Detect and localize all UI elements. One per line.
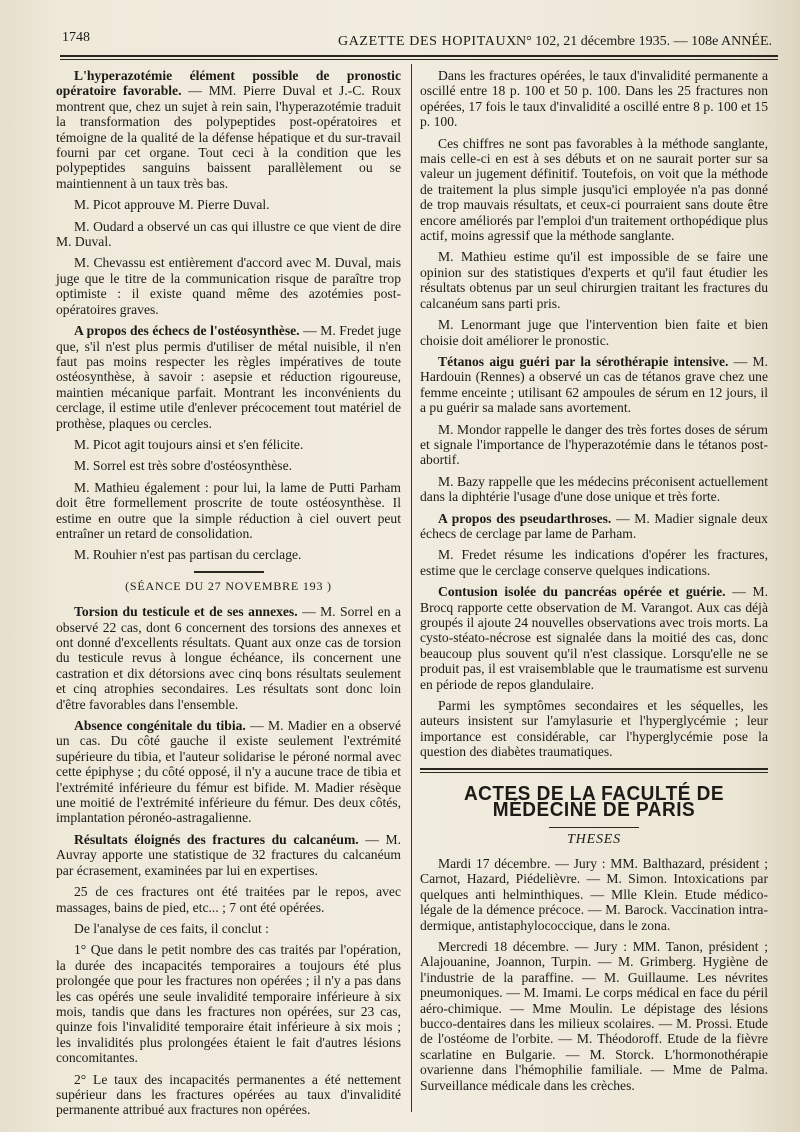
paragraph: M. Sorrel est très sobre d'ostéosynthèse. — [74, 458, 293, 474]
paragraph: — M. Hardouin (Rennes) a observé un cas de tétanos grave chez une femme enceinte ; utilisant 62 ampoules de sérum en 12 jours, il a pu guérir sa malade sans avortement. — [420, 353, 768, 416]
right-column — [420, 68, 768, 1099]
issue-info: N° 102, 21 décembre 1935. — 108e ANNÉE. — [516, 34, 772, 49]
section-divider — [194, 571, 264, 573]
article-pancreas — [420, 584, 768, 692]
paragraph: De l'analyse de ces faits, il conclut : — [74, 920, 269, 936]
article-title: L'hyperazotémie élément possible de pronostic opératoire favorable. — [56, 68, 401, 99]
paragraph: M. Lenormant juge que l'intervention bien faite et bien choisie doit améliorer le pronostic. — [420, 317, 768, 348]
article-title: A propos des pseudarthroses. — [438, 510, 612, 526]
section-rule-thin — [420, 772, 768, 773]
subsection-heading: THESES — [567, 832, 621, 848]
paragraph: M. Bazy rappelle que les médecins préconisent actuellement dans la diphtérie l'usage d'une dose unique et très forte. — [420, 473, 768, 505]
paragraph: M. Picot approuve M. Pierre Duval. — [74, 197, 270, 213]
header-rule-thin — [60, 59, 778, 60]
paragraph: — M. Fredet juge que, s'il n'est plus permis d'utiliser de métal nuisible, il n'en faut pas moins respecter les règles impératives de toute ostéosynthèse, à savoir : asepsie et réduction rigoureuse, maintien mécanique parfait. Montrant les inconvénients du cerclage, il estime utile d'enlever précocement tout matériel de prothèse, plaques ou cercles. — [56, 323, 401, 431]
paragraph: Mardi 17 décembre. — Jury : MM. Balthazard, président ; Carnot, Hazard, Piédelièvre. — M. Simon. Intoxications par quelques anti helminthiques. — Mlle Klein. Etude médico-légale de la démence précoce. — M. Barock. Vaccination intra-dermique, antistaphylococcique, dans le zona. — [420, 855, 768, 933]
journal-title: GAZETTE DES HOPITAUX — [338, 34, 517, 49]
paragraph: M. Chevassu est entièrement d'accord avec M. Duval, mais juge que le titre de la communication risque de paraître trop optimiste : il existe quand même des azotémies post-opératoires graves. — [56, 255, 401, 317]
paragraph: M. Mondor rappelle le danger des très fortes doses de sérum et signale l'importance de l'hyperazotémie dans le tétanos post-abortif. — [420, 421, 768, 468]
article-pseudarthroses — [420, 511, 768, 542]
article-title: Absence congénitale du tibia. — [74, 718, 246, 734]
paragraph: 2° Le taux des incapacités permanentes a été nettement supérieur dans les fractures opérées au taux d'invalidité permanente attribué aux fractures non opérées. — [56, 1071, 401, 1118]
paragraph: — M. Sorrel en a observé 22 cas, dont 6 concernent des torsions des annexes et ont donné d'excellents résultats. Quant aux onze cas de torsion du testicule revus à longue échéance, ils concernent une castration et dix détorsions avec cinq bons résultats seulement et cinq atrophies secondaires. Les résultats sont donc loin d'être favorables dans l'ensemble. — [56, 604, 401, 712]
paragraph: Ces chiffres ne sont pas favorables à la méthode sanglante, mais celle-ci en est à ses débuts et on ne saurait porter sur sa valeur un jugement définitif. Toutefois, on voit que la méthode de traitement la plus simple jusqu'ici employée n'a pas donné de trop mauvais résultats, et ceux-ci pourraient sans doute être encore améliorés par l'emploi d'un traitement orthopédique plus actif, moins agressif que la méthode sanglante. — [420, 135, 768, 244]
article-tetanos — [420, 354, 768, 416]
article-osteosynthese — [56, 323, 401, 431]
paragraph: — MM. Pierre Duval et J.-C. Roux montrent que, chez un sujet à rein sain, l'hyperazotémie traduit la transformation des polypeptides post-opératoires et témoigne de la qualité de la défense hépatique et du sur-travail fourni par cet organe. Tout ceci à la condition que les polypeptides sanguins baissent parallèlement ou se maintiennent à un taux très bas. — [56, 83, 401, 191]
paragraph: M. Oudard a observé un cas qui illustre ce que vient de dire M. Duval. — [56, 218, 401, 250]
paragraph: Mercredi 18 décembre. — Jury : MM. Tanon, président ; Alajouanine, Joannon, Turpin. — M. Grimberg. Hygiène de l'industrie de la paraffine. — M. Guillaume. Les névrites pneumoniques. — M. Imami. Le corps médical en face du péril aéro-chimique. — Mme Moulin. Le dépistage des lésions bucco-dentaires dans les milieux scolaires. — M. Prossi. Etude de l'ostéome de l'orbite. — M. Théodoroff. Etude de la fièvre scarlatine en Bulgarie. — M. Storck. L'hormonothérapie ovarienne dans l'hémophilie familiale. — Mme de Palma. Surveillance médicale dans les crèches. — [420, 938, 768, 1093]
paragraph: 25 de ces fractures ont été traitées par le repos, avec massages, bains de pied, etc... ; 7 ont été opérées. — [56, 884, 401, 915]
header-rule — [60, 55, 778, 57]
article-tibia — [56, 718, 401, 826]
paragraph: 1° Que dans le petit nombre des cas traités par l'opération, la durée des incapacités temporaires a toujours été plus prolongée que pour les fractures non opérées ; il n'y a pas dans les cas opérés une seule invalidité temporaire inférieure à six mois, tandis que dans les fractures non opérées, sur 23 cas, quinze fois l'invalidité temporaire était inférieure à six mois ; les invalidités plus prolongées étaient le fait d'autres lésions concomitantes. — [56, 942, 401, 1066]
page-number: 1748 — [62, 30, 90, 45]
paragraph: — M. Brocq rapporte cette observation de M. Varangot. Aux cas déjà groupés il ajoute 24 nouvelles observations avec trois morts. La cysto-stéato-nécrose est signalée dans la moitié des cas, donc beaucoup plus souvent qu'il n'est classique. Lorsqu'elle ne se produit pas, il est vraisemblable que le traumatisme est survenu en période de repos glandulaire. — [420, 584, 768, 692]
paragraph: M. Picot agit toujours ainsi et s'en félicite. — [74, 436, 304, 452]
paragraph: M. Fredet résume les indications d'opérer les fractures, estime que le cerclage conserve quelques indications. — [420, 547, 768, 578]
left-column — [56, 68, 401, 1124]
article-title: Torsion du testicule et de ses annexes. — [74, 604, 298, 620]
article-title: Tétanos aigu guéri par la sérothérapie intensive. — [438, 353, 729, 369]
section-rule — [420, 768, 768, 770]
running-header — [60, 28, 778, 54]
section-heading: ACTES DE LA FACULTÉ DE MÉDECINE DE PARIS — [463, 782, 725, 822]
paragraph: M. Mathieu estime qu'il est impossible de se faire une opinion sur des statistiques d'experts et qu'il faut étudier les résultats obtenus par un seul chirurgien traitant les fractures du calcanéum sans parti pris. — [420, 249, 768, 311]
paragraph: — M. Auvray apporte une statistique de 32 fractures du calcanéum par écrasement, examinées par lui en expertises. — [56, 831, 401, 878]
article-hyperazotemie — [56, 68, 401, 191]
paragraph: — M. Madier en a observé un cas. Du côté gauche il existe seulement l'extrémité supérieure du tibia, et l'auteur solidarise le péroné normal avec cette épiphyse ; du côté opposé, il n'y a aucune trace de tibia et l'extrémité inférieure du fémur est bifide. M. Madier résèque une moitié de l'extrémité inférieure du fémur. Des deux côtés, implantation péronéo-astragalienne. — [56, 718, 401, 826]
column-separator — [411, 64, 412, 1112]
paragraph: Parmi les symptômes secondaires et les séquelles, les auteurs insistent sur l'amylasurie et l'hyperglycémie ; leur importance est considérable, car l'hyperglycémie pose la question des diabètes traumatiques. — [420, 698, 768, 760]
article-title: A propos des échecs de l'ostéosynthèse. — [74, 323, 300, 339]
article-title: Résultats éloignés des fractures du calcanéum. — [74, 831, 359, 847]
paragraph: Dans les fractures opérées, le taux d'invalidité permanente a oscillé entre 18 p. 100 et 50 p. 100. Dans les 25 fractures non opérées, 17 fois le taux d'invalidité a oscillé entre 8 p. 100 et 15 p. 100. — [420, 68, 768, 130]
theses-rule — [549, 827, 639, 828]
paragraph: M. Mathieu également : pour lui, la lame de Putti Parham doit être formellement proscrite de toute ostéosynthèse. Il estime en outre que la simple réduction à ciel ouvert peut entraîner un retard de consolidation. — [56, 479, 401, 541]
article-torsion — [56, 604, 401, 712]
seance-date: (SÉANCE DU 27 NOVEMBRE 193 ) — [125, 578, 332, 593]
paragraph: M. Rouhier n'est pas partisan du cerclage. — [74, 547, 302, 563]
article-calcaneum — [56, 832, 401, 878]
article-title: Contusion isolée du pancréas opérée et guérie. — [438, 584, 726, 600]
paragraph: — M. Madier signale deux échecs de cerclage par lame de Parham. — [420, 510, 768, 541]
